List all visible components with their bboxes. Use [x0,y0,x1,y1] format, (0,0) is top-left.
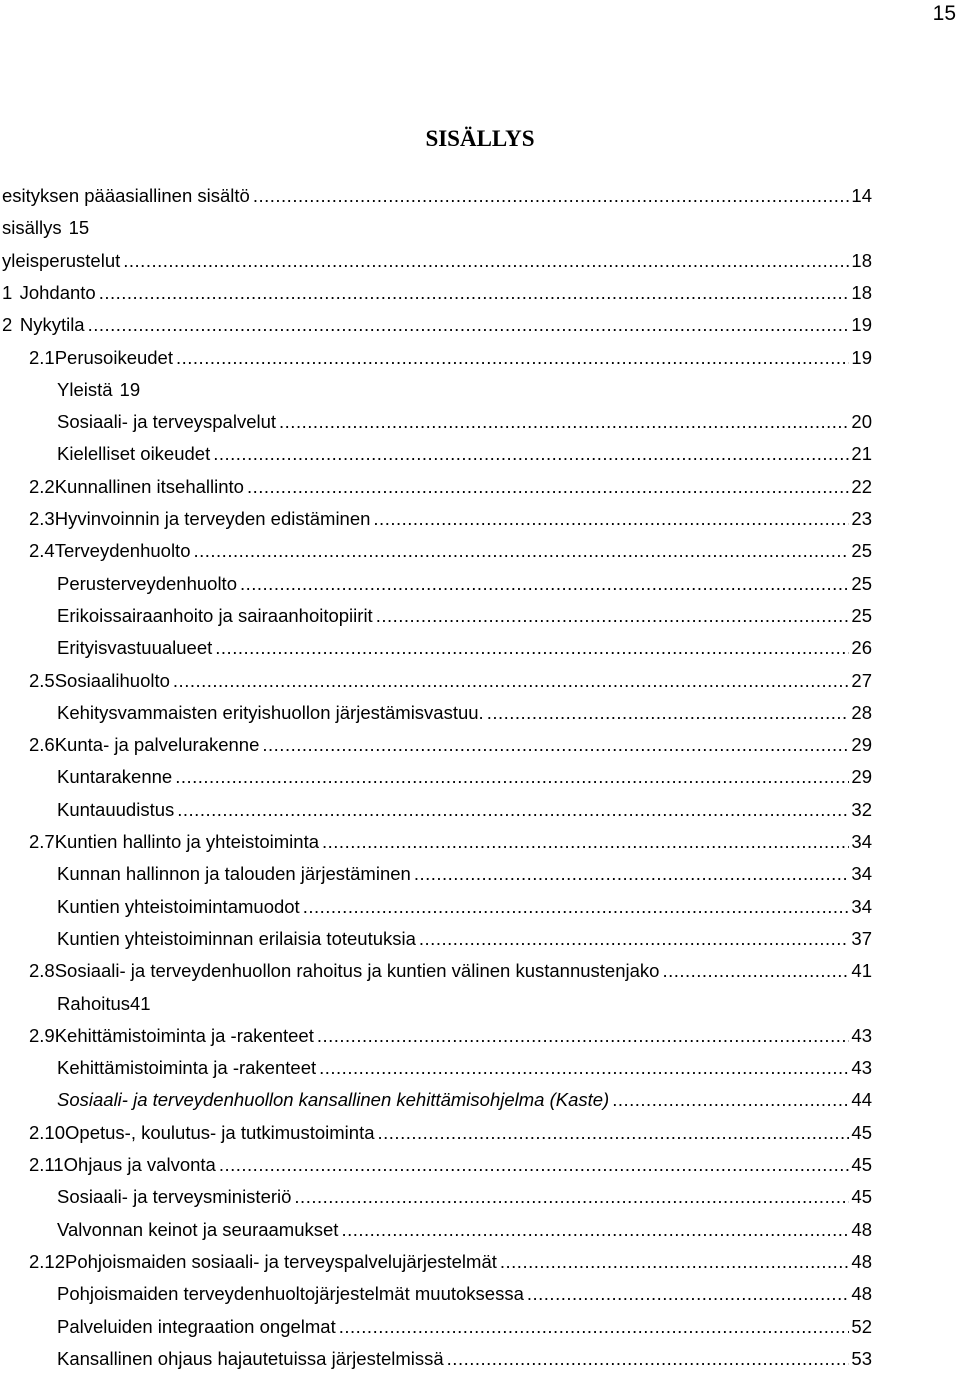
toc-entry[interactable] [0,957,872,985]
toc-entry-page: 43 [851,1057,872,1079]
toc-entry[interactable] [0,1119,872,1147]
toc-entry-page: 43 [851,1024,872,1046]
toc-entry-number: 2.1 [29,346,55,368]
toc-entry-page: 48 [851,1218,872,1240]
toc-entry-page: 53 [851,1347,872,1369]
toc-entry-page: 37 [851,927,872,949]
toc-entry-title: Kuntarakenne [57,766,173,788]
toc-entry-title: Kuntauudistus [57,798,175,820]
toc-entry-title: Nykytila [19,314,85,336]
toc-entry-page: 27 [851,669,872,691]
toc-dot-leader [612,1086,849,1114]
toc-entry[interactable] [0,1054,872,1082]
toc-entry-title: Terveydenhuolto [54,540,191,562]
toc-entry-page: 14 [851,185,872,206]
toc-dot-leader [173,667,850,695]
toc-entry-title: Kunnan hallinnon ja talouden järjestäminen [57,863,411,885]
toc-entry[interactable] [0,1248,872,1276]
toc-entry-page: 25 [851,604,872,626]
toc-entry[interactable] [0,182,872,210]
toc-entry[interactable] [0,1151,872,1179]
toc-entry-title: Kehittämistoiminta ja -rakenteet [54,1024,314,1046]
toc-entry-page: 18 [851,249,872,271]
toc-entry[interactable] [0,602,872,630]
toc-entry-title: Pohjoismaiden terveydenhuoltojärjestelmät muutoksessa [57,1283,524,1305]
toc-entry-page: 34 [851,831,872,852]
toc-entry-page: 41 [130,992,151,1014]
toc-entry-number: 2.3 [29,508,55,529]
toc-entry[interactable] [0,473,872,501]
toc-entry-page: 28 [851,701,872,723]
toc-dot-leader [99,279,850,307]
toc-dot-leader [414,860,850,888]
toc-entry-title: sisällys [2,217,62,239]
toc-entry[interactable] [0,1313,872,1341]
toc-entry-number: 2.2 [29,475,55,497]
toc-entry[interactable] [0,1216,872,1244]
toc-dot-leader [419,925,850,953]
toc-entry-title: Rahoitus [57,992,131,1014]
toc-entry[interactable] [0,893,872,921]
toc-dot-leader [177,796,849,824]
toc-dot-leader [193,537,849,565]
toc-entry-number: 2.11 [29,1154,64,1175]
toc-entry-number: 2 [2,314,13,336]
toc-dot-leader [487,699,850,727]
toc-entry-title: Yleistä [57,378,113,400]
toc-entry[interactable] [0,214,872,242]
toc-entry-page: 25 [851,572,872,594]
toc-entry-page: 52 [851,1315,872,1337]
toc-entry-title: esityksen pääasiallinen sisältö [2,185,250,206]
toc-entry-title: Kunta- ja palvelurakenne [54,734,260,756]
toc-entry[interactable] [0,537,872,565]
toc-entry-title: Sosiaali- ja terveydenhuollon rahoitus ja kuntien välinen kustannustenjako [54,960,660,982]
toc-entry-title: Kehittämistoiminta ja -rakenteet [57,1057,317,1079]
toc-dot-leader [378,1119,850,1147]
toc-entry-page: 45 [851,1121,872,1143]
toc-entry-page: 19 [851,346,872,368]
toc-entry-number: 2.10 [29,1121,66,1143]
toc-dot-leader [341,1216,849,1244]
toc-entry-title: Kehitysvammaisten erityishuollon järjestämisvastuu. [57,701,484,723]
toc-entry[interactable] [0,699,872,727]
toc-entry-title: Perusterveydenhuolto [57,572,237,594]
toc-entry[interactable] [0,1280,872,1308]
toc-entry-page: 41 [851,960,872,982]
toc-entry[interactable] [0,570,872,598]
toc-entry-title: Kansallinen ohjaus hajautetuissa järjestelmissä [57,1347,444,1369]
toc-entry-number: 2.5 [29,669,55,691]
toc-entry[interactable] [0,311,872,339]
toc-entry-number: 1 [2,281,13,303]
toc-entry-title: Sosiaali- ja terveyspalvelut [57,411,277,433]
toc-entry-title: Erikoissairaanhoito ja sairaanhoitopiirit [57,604,373,626]
toc-entry-page: 20 [851,411,872,433]
toc-entry-title: Sosiaali- ja terveysministeriö [57,1186,292,1208]
toc-dot-leader [303,893,850,921]
toc-entry[interactable] [0,279,872,307]
toc-entry-title: yleisperustelut [2,249,121,271]
toc-dot-leader [373,505,849,533]
toc-dot-leader [527,1280,850,1308]
toc-entry[interactable] [0,440,872,468]
toc-dot-leader [213,440,849,468]
toc-entry-page: 19 [851,314,872,336]
toc-title: SISÄLLYS [425,126,535,151]
toc-entry-title: Kuntien yhteistoiminnan erilaisia toteutuksia [57,927,416,949]
toc-entry-page: 22 [851,475,872,497]
toc-entry-title: Sosiaali- ja terveydenhuollon kansallinen kehittämisohjelma (Kaste) [57,1089,610,1111]
toc-entry-page: 48 [851,1250,872,1272]
toc-entry-page: 45 [851,1186,872,1208]
toc-entry-page: 48 [851,1283,872,1305]
toc-entry-title: Kunnallinen itsehallinto [54,475,244,497]
toc-dot-leader [175,763,849,791]
toc-entry-title: Erityisvastuualueet [57,637,213,659]
toc-entry-title: Kuntien hallinto ja yhteistoiminta [54,831,320,852]
toc-entry-number: 2.12 [29,1250,66,1272]
toc-entry[interactable] [0,1086,872,1114]
toc-entry-number: 2.8 [29,960,55,982]
toc-entry-page: 25 [851,540,872,562]
toc-dot-leader [376,602,850,630]
toc-dot-leader [322,828,849,856]
toc-dot-leader [123,247,849,275]
toc-dot-leader [319,1054,849,1082]
toc-dot-leader [247,473,849,501]
toc-dot-leader [219,1151,850,1179]
toc-dot-leader [447,1345,850,1373]
toc-entry[interactable] [0,990,872,1018]
toc-entry-page: 29 [851,766,872,788]
toc-entry-title: Perusoikeudet [54,346,173,368]
toc-entry-page: 44 [851,1089,872,1111]
toc-dot-leader [662,957,849,985]
toc-dot-leader [240,570,849,598]
toc-entry[interactable] [0,860,872,888]
toc-entry[interactable] [0,408,872,436]
toc-entry[interactable] [0,1022,872,1050]
toc-entry-number: 2.6 [29,734,55,756]
toc-entry-title: Sosiaalihuolto [54,669,170,691]
toc-entry[interactable] [0,376,872,404]
toc-dot-leader [294,1183,849,1211]
toc-entry[interactable] [0,925,872,953]
toc-dot-leader [88,311,850,339]
toc-dot-leader [262,731,849,759]
toc-entry[interactable] [0,344,872,372]
toc-dot-leader [176,344,849,372]
toc-entry-page: 23 [851,508,872,529]
toc-entry-title: Kuntien yhteistoimintamuodot [57,895,300,917]
toc-entry-page: 15 [68,217,90,239]
toc-entry-page: 32 [851,798,872,820]
toc-entry[interactable] [0,1345,872,1373]
toc-entry-number: 2.7 [29,831,55,852]
toc-dot-leader [317,1022,850,1050]
toc-entry-page: 26 [851,637,872,659]
toc-entry-number: 2.9 [29,1024,55,1046]
toc-entry-title: Johdanto [19,281,96,303]
toc-entry-title: Hyvinvoinnin ja terveyden edistäminen [54,508,371,529]
toc-dot-leader [253,182,850,210]
toc-entry[interactable] [0,731,872,759]
toc-entry-number: 2.4 [29,540,55,562]
toc-entry[interactable] [0,796,872,824]
toc-entry-page: 19 [119,378,141,400]
toc-entry-title: Ohjaus ja valvonta [63,1154,216,1175]
toc-entry-page: 18 [851,281,872,303]
toc-entry-page: 34 [851,863,872,885]
toc-dot-leader [500,1248,850,1276]
toc-entry-title: Kielelliset oikeudet [57,443,211,465]
toc-entry-page: 21 [851,443,872,465]
toc-entry[interactable] [0,634,872,662]
toc-entry-page: 34 [851,895,872,917]
toc-entry[interactable] [0,828,872,856]
toc-entry[interactable] [0,505,872,533]
toc-entry[interactable] [0,247,872,275]
toc-entry-title: Valvonnan keinot ja seuraamukset [57,1218,339,1240]
toc-entry-title: Opetus-, koulutus- ja tutkimustoiminta [65,1121,375,1143]
toc-entry-title: Pohjoismaiden sosiaali- ja terveyspalvelujärjestelmät [65,1250,497,1272]
toc-entry-page: 45 [851,1154,872,1175]
toc-dot-leader [279,408,849,436]
toc-entry[interactable] [0,763,872,791]
toc-entry-page: 29 [851,734,872,756]
toc-dot-leader [215,634,849,662]
toc-entry[interactable] [0,667,872,695]
toc-entry[interactable] [0,1183,872,1211]
page-number: 15 [932,2,956,25]
toc-dot-leader [339,1313,850,1341]
toc-entry-title: Palveluiden integraation ongelmat [57,1315,336,1337]
